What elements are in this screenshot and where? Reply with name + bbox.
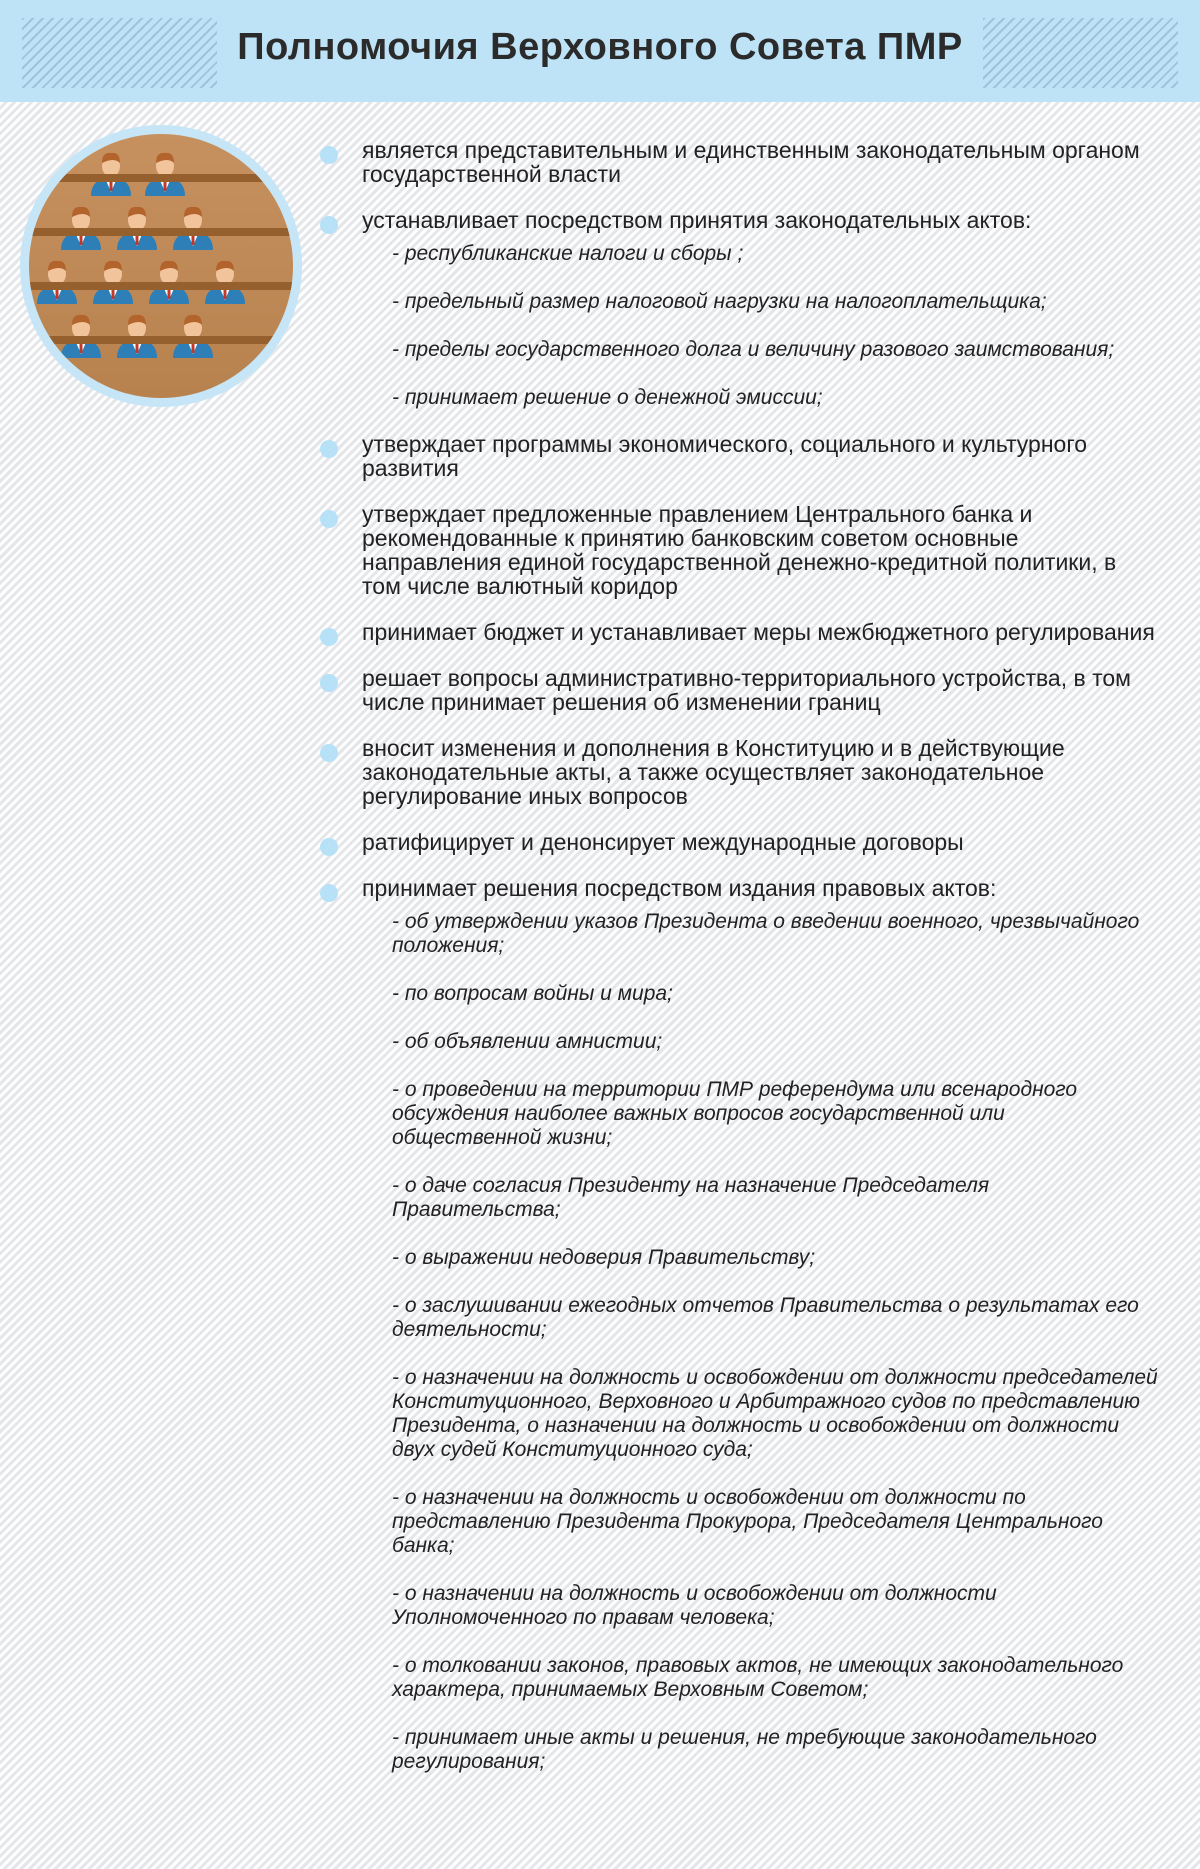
list-item [340,432,1160,480]
bullet-icon [320,674,338,692]
list-item-text: устанавливает посредством принятия законодательных актов: [362,207,1032,233]
list-item [340,830,1160,854]
sub-list [392,242,1160,410]
list-item-text: ратифицирует и денонсирует международные договоры [362,829,964,855]
bullet-icon [320,838,338,856]
list-item-text: решает вопросы административно-территориального устройства, в том числе принимает решения об изменении границ [362,665,1131,715]
sub-list-item: - принимает решение о денежной эмиссии; [392,386,823,409]
bullet-icon [320,744,338,762]
sub-list-item: - о заслушивании ежегодных отчетов Правительства о результатах его деятельности; [392,1294,1139,1341]
bullet-icon [320,146,338,164]
sub-list-item: - об утверждении указов Президента о введении военного, чрезвычайного положения; [392,910,1140,957]
list-item-text: принимает бюджет и устанавливает меры межбюджетного регулирования [362,619,1155,645]
sub-list-item: - по вопросам войны и мира; [392,982,673,1005]
list-item [340,736,1160,808]
list-item [340,620,1160,644]
list-item-text: принимает решения посредством издания правовых актов: [362,875,997,901]
sub-list-item: - пределы государственного долга и величину разового заимствования; [392,338,1115,361]
list-item-text: утверждает программы экономического, социального и культурного развития [362,431,1088,481]
bullet-icon [320,510,338,528]
list-item [340,208,1160,410]
sub-list-item: - о толковании законов, правовых актов, не имеющих законодательного характера, принимаемых Верховным Советом; [392,1654,1124,1701]
header-banner [0,0,1200,102]
list-item [340,138,1160,186]
bullet-icon [320,884,338,902]
bullet-icon [320,628,338,646]
list-item-text: утверждает предложенные правлением Центрального банка и рекомендованные к принятию банковским советом основные направления единой государственной денежно-кредитной политики, в том числе валютный коридор [362,501,1117,599]
list-item [340,876,1160,1774]
parliament-deputies-icon [20,125,302,407]
list-item [340,502,1160,598]
sub-list-item: - республиканские налоги и сборы ; [392,242,744,265]
sub-list-item: - предельный размер налоговой нагрузки на налогоплательщика; [392,290,1047,313]
sub-list-item: - принимает иные акты и решения, не требующие законодательного регулирования; [392,1726,1097,1773]
sub-list-item: - о проведении на территории ПМР референдума или всенародного обсуждения наиболее важных вопросов государственной или общественной жизни; [392,1078,1078,1149]
page-title: Полномочия Верховного Совета ПМР [0,26,1200,69]
powers-list [340,138,1160,1796]
deputies-illustration [29,134,293,398]
sub-list-item: - о назначении на должность и освобождении от должности по представлению Президента Прокурора, Председателя Центрального банка; [392,1486,1103,1557]
sub-list-item: - о назначении на должность и освобождении от должности председателей Конституционного, Верховного и Арбитражного судов по представлению Президента, о назначении на должность и освобождении от должности двух судей Конституционного суда; [392,1366,1158,1461]
sub-list-item: - о назначении на должность и освобождении от должности Уполномоченного по правам человека; [392,1582,997,1629]
list-item-text: вносит изменения и дополнения в Конституцию и в действующие законодательные акты, а также осуществляет законодательное регулирование иных вопросов [362,735,1065,809]
bullet-icon [320,440,338,458]
list-item [340,666,1160,714]
bullet-icon [320,216,338,234]
sub-list-item: - о выражении недоверия Правительству; [392,1246,816,1269]
sub-list-item: - об объявлении амнистии; [392,1030,663,1053]
list-item-text: является представительным и единственным законодательным органом государственной власти [362,137,1140,187]
sub-list [392,910,1160,1774]
sub-list-item: - о даче согласия Президенту на назначение Председателя Правительства; [392,1174,990,1221]
